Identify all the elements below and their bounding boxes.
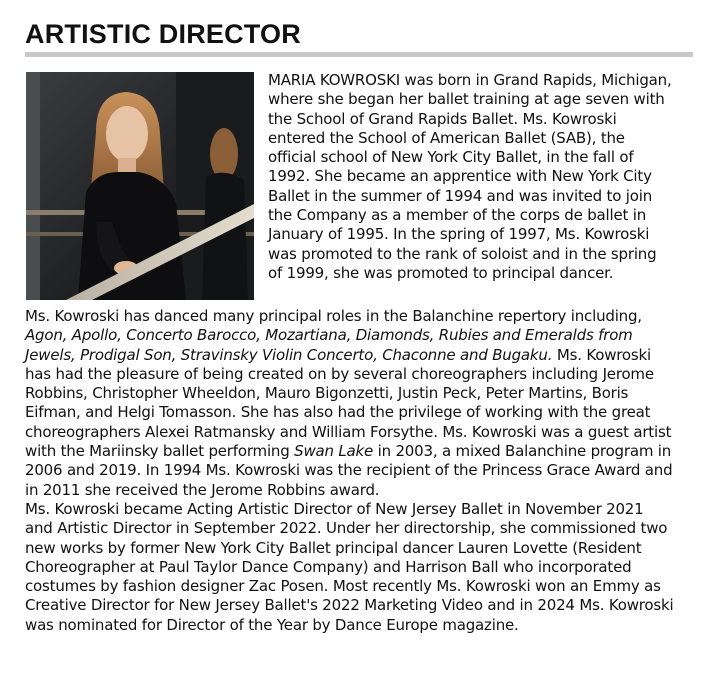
paragraph-line: Eifman, and Helgi Tomasson. She has also had the privilege of working with the great: [25, 403, 651, 422]
paragraph-line: costumes by fashion designer Zac Posen. Most recently Ms. Kowroski won an Emmy as: [25, 577, 661, 596]
portrait-illustration: [26, 72, 254, 300]
paragraph-line: choreographers Alexei Ratmansky and William Forsythe. Ms. Kowroski was a guest artist: [25, 422, 672, 441]
bio-line: January of 1995. In the spring of 1997, Ms. Kowroski: [268, 225, 650, 244]
paragraph-line: Robbins, Christopher Wheeldon, Mauro Bigonzetti, Justin Peck, Peter Martins, Boris: [25, 384, 629, 403]
paragraph-line: [25, 442, 705, 461]
paragraph-text: with the Mariinsky ballet performing: [25, 442, 295, 461]
paragraph-line: Ms. Kowroski became Acting Artistic Director of New Jersey Ballet in November 2021: [25, 499, 644, 518]
ballet-titles: Agon, Apollo, Concerto Barocco, Mozartiana, Diamonds, Rubies and Emeralds from: [25, 326, 633, 345]
bio-line: was promoted to the rank of soloist and in the spring: [268, 244, 657, 263]
director-portrait-photo: [26, 72, 254, 300]
paragraph-line: [25, 346, 705, 365]
paragraph-line: [25, 326, 705, 345]
paragraph-line: 2006 and 2019. In 1994 Ms. Kowroski was the recipient of the Princess Grace Award and: [25, 461, 673, 480]
bio-intro-paragraph: [268, 71, 692, 283]
bio-body: [25, 307, 705, 635]
paragraph-line: and Artistic Director in September 2022. Under her directorship, she commissioned two: [25, 519, 668, 538]
bio-line: official school of New York City Ballet, in the fall of: [268, 148, 634, 167]
directorship-paragraph: [25, 500, 705, 635]
title-divider: [25, 52, 693, 57]
paragraph-line: was nominated for Director of the Year by Dance Europe magazine.: [25, 615, 519, 634]
ballet-titles: Jewels, Prodigal Son, Stravinsky Violin Concerto, Chaconne and Bugaku.: [25, 345, 553, 364]
paragraph-line: has had the pleasure of being created on by several choreographers including Jerome: [25, 364, 654, 383]
paragraph-line: in 2011 she received the Jerome Robbins award.: [25, 480, 380, 499]
page-title: ARTISTIC DIRECTOR: [25, 19, 301, 49]
repertory-paragraph: [25, 307, 705, 500]
bio-line: of 1999, she was promoted to principal dancer.: [268, 263, 614, 282]
paragraph-line: Ms. Kowroski has danced many principal roles in the Balanchine repertory including,: [25, 307, 642, 325]
ballet-title: Swan Lake: [294, 442, 374, 461]
bio-line: where she began her ballet training at age seven with: [268, 90, 665, 109]
bio-line: the School of Grand Rapids Ballet. Ms. Kowroski: [268, 109, 617, 128]
bio-line: entered the School of American Ballet (SAB), the: [268, 128, 625, 147]
bio-line: 1992. She became an apprentice with New York City: [268, 167, 652, 186]
paragraph-text: in 2003, a mixed Balanchine program in: [373, 442, 672, 461]
paragraph-text: Ms. Kowroski: [552, 345, 651, 364]
paragraph-line: Creative Director for New Jersey Ballet's 2022 Marketing Video and in 2024 Ms. Kowroski: [25, 596, 674, 615]
bio-line: Ballet in the summer of 1994 and was invited to join: [268, 186, 652, 205]
paragraph-line: Choreographer at Paul Taylor Dance Company) and Harrison Ball who incorporated: [25, 557, 632, 576]
paragraph-line: new works by former New York City Ballet principal dancer Lauren Lovette (Resident: [25, 538, 642, 557]
bio-line: MARIA KOWROSKI was born in Grand Rapids, Michigan,: [268, 71, 672, 89]
bio-line: the Company as a member of the corps de ballet in: [268, 206, 647, 225]
